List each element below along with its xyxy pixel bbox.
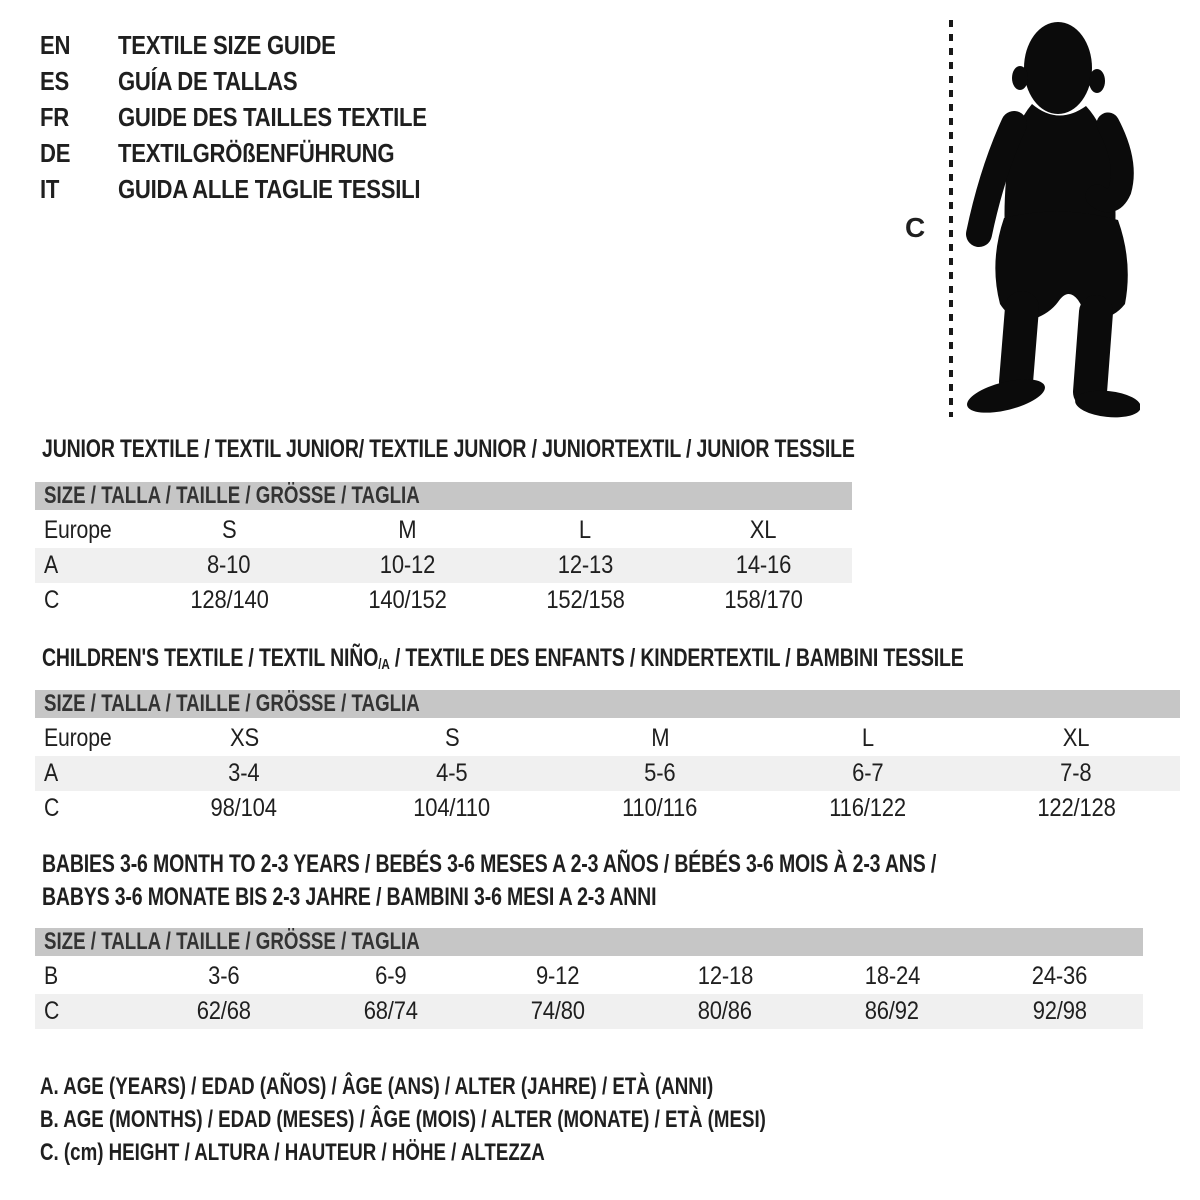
age-cell: 5-6 (644, 759, 676, 787)
size-cell: XL (749, 516, 777, 544)
lang-code-es: ES (40, 65, 69, 96)
row-label: A (44, 759, 59, 787)
table-row-height (35, 583, 852, 618)
size-header-label: SIZE / TALLA / TAILLE / GRÖSSE / TAGLIA (44, 690, 420, 717)
months-cell: 12-18 (697, 962, 753, 990)
lang-title-fr: GUIDE DES TAILLES TEXTILE (118, 101, 427, 132)
age-cell: 6-7 (852, 759, 884, 787)
language-title-block (40, 27, 481, 207)
age-cell: 12-13 (557, 551, 613, 579)
babies-title-line1: BABIES 3-6 MONTH TO 2-3 YEARS / BEBÉS 3-6 MESES A 2-3 AÑOS / BÉBÉS 3-6 MOIS À 2-3 ANS / (42, 850, 937, 878)
size-header-bar (35, 482, 852, 510)
table-row-height (35, 994, 1143, 1029)
months-cell: 18-24 (864, 962, 920, 990)
age-cell: 14-16 (735, 551, 791, 579)
toddler-silhouette-icon (962, 12, 1140, 420)
lang-row-de (40, 135, 481, 171)
age-cell: 8-10 (207, 551, 251, 579)
size-header-bar (35, 928, 1143, 956)
legend-height-cm: C. (cm) HEIGHT / ALTURA / HAUTEUR / HÖHE / ALTEZZA (40, 1138, 545, 1166)
size-cell: L (578, 516, 592, 544)
lang-title-de: TEXTILGRÖßENFÜHRUNG (118, 137, 395, 168)
babies-size-table (35, 928, 1143, 1029)
lang-code-en: EN (40, 29, 71, 60)
size-header-bar (35, 690, 1180, 718)
size-header-label: SIZE / TALLA / TAILLE / GRÖSSE / TAGLIA (44, 482, 420, 509)
height-cell: 110/116 (622, 794, 698, 822)
months-cell: 3-6 (207, 962, 240, 990)
age-cell: 4-5 (436, 759, 468, 787)
height-cell: 122/128 (1036, 794, 1116, 822)
row-label: B (44, 962, 59, 990)
height-cell: 140/152 (367, 586, 447, 614)
height-cell: 68/74 (363, 997, 418, 1025)
months-cell: 24-36 (1031, 962, 1088, 990)
age-cell: 7-8 (1060, 759, 1092, 787)
children-size-table (35, 690, 1180, 826)
size-cell: M (397, 516, 417, 544)
height-dashed-line (949, 20, 953, 417)
table-row-age (35, 756, 1180, 791)
row-label: A (44, 551, 59, 579)
height-cell: 86/92 (865, 997, 920, 1025)
row-label: Europe (44, 516, 112, 544)
months-cell: 6-9 (375, 962, 407, 990)
size-header-label: SIZE / TALLA / TAILLE / GRÖSSE / TAGLIA (44, 928, 420, 955)
junior-size-table (35, 482, 852, 618)
months-cell: 9-12 (536, 962, 580, 990)
height-cell: 62/68 (196, 997, 251, 1025)
size-cell: M (650, 724, 670, 752)
lang-title-en: TEXTILE SIZE GUIDE (118, 29, 336, 60)
height-measure-label: C (905, 212, 926, 243)
lang-code-de: DE (40, 137, 71, 168)
legend-age-years: A. AGE (YEARS) / EDAD (AÑOS) / ÂGE (ANS) / ALTER (JAHRE) / ETÀ (ANNI) (40, 1072, 714, 1100)
table-row-age (35, 548, 852, 583)
junior-section-title: JUNIOR TEXTILE / TEXTIL JUNIOR/ TEXTILE JUNIOR / JUNIORTEXTIL / JUNIOR TESSILE (42, 435, 855, 463)
lang-row-it (40, 171, 481, 207)
legend-block (40, 1070, 971, 1169)
lang-code-fr: FR (40, 101, 69, 132)
height-cell: 98/104 (210, 794, 278, 822)
legend-age-months: B. AGE (MONTHS) / EDAD (MESES) / ÂGE (MOIS) / ALTER (MONATE) / ETÀ (MESI) (40, 1105, 766, 1133)
lang-row-es (40, 63, 481, 99)
row-label: C (44, 586, 60, 614)
size-cell: XL (1062, 724, 1090, 752)
lang-title-es: GUÍA DE TALLAS (118, 65, 298, 96)
height-cell: 92/98 (1032, 997, 1087, 1025)
size-cell: L (861, 724, 875, 752)
size-cell: XS (229, 724, 259, 752)
babies-section-title (42, 848, 1188, 914)
table-row-europe (35, 513, 852, 548)
height-cell: 80/86 (698, 997, 753, 1025)
height-cell: 128/140 (189, 586, 269, 614)
age-cell: 3-4 (228, 759, 260, 787)
row-label: C (44, 997, 60, 1025)
lang-row-fr (40, 99, 481, 135)
table-row-height (35, 791, 1180, 826)
lang-row-en (40, 27, 481, 63)
nino-a-subscript: /A (378, 655, 390, 673)
table-row-europe (35, 721, 1180, 756)
height-cell: 104/110 (413, 794, 491, 822)
height-cell: 74/80 (530, 997, 586, 1025)
size-cell: S (444, 724, 460, 752)
table-row-months (35, 959, 1143, 994)
height-cell: 152/158 (545, 586, 625, 614)
babies-title-line2: BABYS 3-6 MONATE BIS 2-3 JAHRE / BAMBINI 3-6 MESI A 2-3 ANNI (42, 883, 657, 911)
row-label: Europe (44, 724, 112, 752)
size-cell: S (221, 516, 237, 544)
lang-code-it: IT (40, 173, 60, 204)
row-label: C (44, 794, 60, 822)
children-section-title: CHILDREN'S TEXTILE / TEXTIL NIÑO/A / TEXTILE DES ENFANTS / KINDERTEXTIL / BAMBINI TESSILE (42, 644, 964, 673)
age-cell: 10-12 (379, 551, 435, 579)
height-cell: 158/170 (723, 586, 803, 614)
height-cell: 116/122 (829, 794, 907, 822)
lang-title-it: GUIDA ALLE TAGLIE TESSILI (118, 173, 421, 204)
